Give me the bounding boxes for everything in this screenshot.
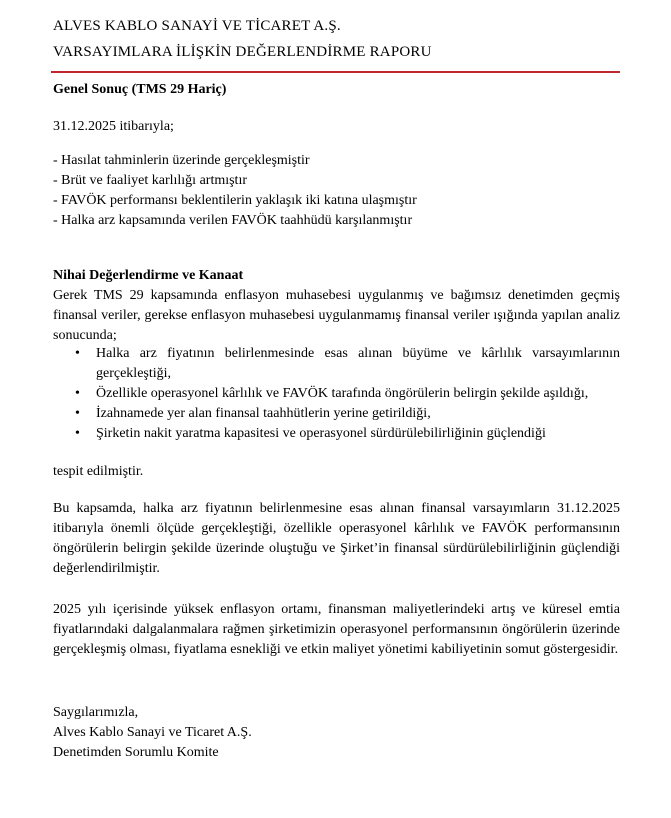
signature-greeting: Saygılarımızla, xyxy=(53,705,139,720)
assessment-closing: tespit edilmiştir. xyxy=(53,464,144,479)
general-result-heading: Genel Sonuç (TMS 29 Hariç) xyxy=(53,82,227,97)
assessment-paragraph-2: 2025 yılı içerisinde yüksek enflasyon ortamı, finansman maliyetlerindeki artış ve küresel emtia fiyatlarındaki dalgalanmalara rağmen şirketimizin operasyonel performansının öngörülerin üzerinde gerçekleşmiş olması, fiyatlama esnekliği ve etkin maliyet yönetimi kabiliyetinin somut göstergesidir. xyxy=(53,602,620,657)
list-item: - Hasılat tahminlerin üzerinde gerçekleşmiştir xyxy=(53,153,310,168)
as-of-date: 31.12.2025 itibarıyla; xyxy=(53,119,174,134)
final-assessment-heading: Nihai Değerlendirme ve Kanaat xyxy=(53,268,244,283)
final-assessment-intro: Gerek TMS 29 kapsamında enflasyon muhasebesi uygulanmış ve bağımsız denetimden geçmiş finansal veriler, gerekse enflasyon muhasebesi uygulanmamış finansal veriler ışığında yapılan analiz sonucunda; xyxy=(53,288,620,343)
general-result-list xyxy=(53,151,620,231)
assessment-bullet-list xyxy=(53,344,620,444)
list-item: - Halka arz kapsamında verilen FAVÖK taahhüdü karşılanmıştır xyxy=(53,213,413,228)
list-item xyxy=(53,424,620,444)
report-title: VARSAYIMLARA İLİŞKİN DEĞERLENDİRME RAPORU xyxy=(53,44,432,60)
company-header: ALVES KABLO SANAYİ VE TİCARET A.Ş. xyxy=(53,18,341,34)
bullet-icon: • xyxy=(75,426,80,441)
list-item: - FAVÖK performansı beklentilerin yaklaşık iki katına ulaşmıştır xyxy=(53,193,417,208)
list-item: - Brüt ve faaliyet karlılığı artmıştır xyxy=(53,173,247,188)
bullet-text: İzahnamede yer alan finansal taahhütlerin yerine getirildiği, xyxy=(96,406,431,421)
signature-company: Alves Kablo Sanayi ve Ticaret A.Ş. xyxy=(53,725,252,740)
bullet-icon: • xyxy=(75,406,80,421)
list-item xyxy=(53,404,620,424)
list-item xyxy=(53,344,620,384)
bullet-icon: • xyxy=(75,386,80,401)
header-rule xyxy=(51,71,620,73)
bullet-text: Halka arz fiyatının belirlenmesinde esas alınan büyüme ve kârlılık varsayımlarının gerçekleştiği, xyxy=(96,346,620,381)
list-item xyxy=(53,384,620,404)
bullet-icon: • xyxy=(75,346,80,361)
bullet-text: Şirketin nakit yaratma kapasitesi ve operasyonel sürdürülebilirliğinin güçlendiği xyxy=(96,426,546,441)
signature-committee: Denetimden Sorumlu Komite xyxy=(53,745,219,760)
bullet-text: Özellikle operasyonel kârlılık ve FAVÖK tarafında öngörülerin belirgin şekilde aşıldığı, xyxy=(96,386,589,401)
assessment-paragraph-1: Bu kapsamda, halka arz fiyatının belirlenmesine esas alınan finansal varsayımların 31.12.2025 itibarıyla önemli ölçüde gerçekleştiği, özellikle operasyonel kârlılık ve FAVÖK performansının öngörülerin belirgin şekilde üzerinde oluştuğu ve Şirket’in finansal sürdürülebilirliğinin güçlendiği değerlendirilmiştir. xyxy=(53,501,620,576)
